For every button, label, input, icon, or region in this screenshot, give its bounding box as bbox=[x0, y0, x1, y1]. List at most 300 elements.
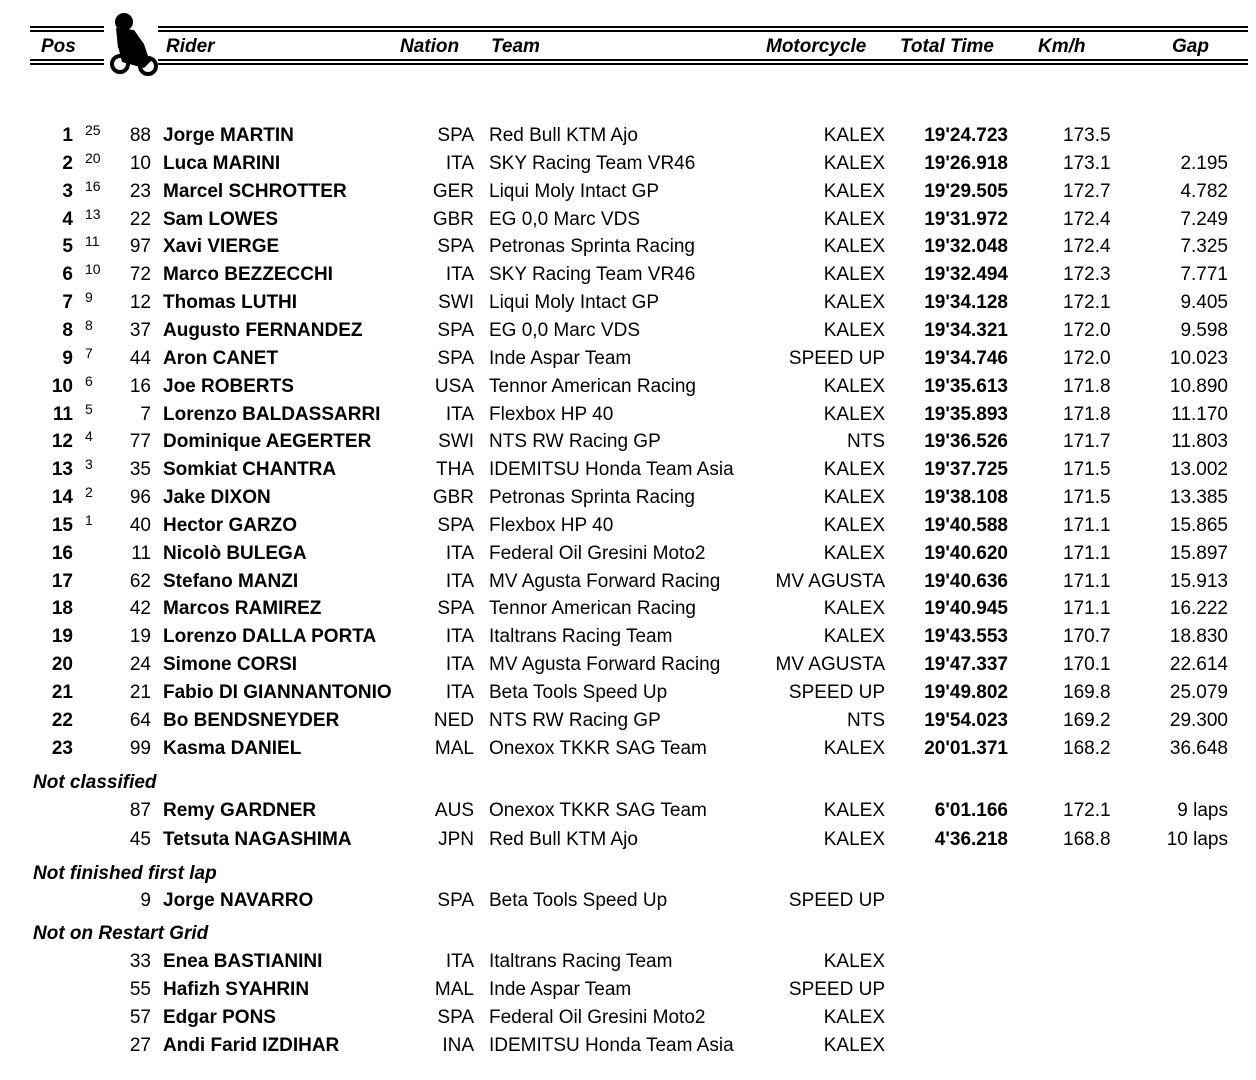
speed-kmh: 171.1 bbox=[1063, 543, 1111, 564]
rider-name: Marcos RAMIREZ bbox=[163, 598, 322, 619]
total-time: 19'26.918 bbox=[924, 153, 1008, 174]
team-name: Tennor American Racing bbox=[489, 598, 696, 619]
total-time: 19'40.636 bbox=[924, 571, 1008, 592]
result-row bbox=[0, 679, 1256, 707]
header-total-time: Total Time bbox=[900, 36, 994, 57]
result-row bbox=[0, 289, 1256, 317]
team-name: Italtrans Racing Team bbox=[489, 951, 673, 972]
speed-kmh: 170.1 bbox=[1063, 654, 1111, 675]
rider-number: 16 bbox=[129, 376, 151, 397]
gap: 7.249 bbox=[1180, 209, 1228, 230]
motorcycle: NTS bbox=[847, 431, 885, 452]
speed-kmh: 172.3 bbox=[1063, 264, 1111, 285]
motorcycle: KALEX bbox=[823, 626, 885, 647]
rider-name: Luca MARINI bbox=[163, 153, 281, 174]
position: 9 bbox=[62, 348, 73, 369]
rider-name: Augusto FERNANDEZ bbox=[163, 320, 363, 341]
result-row bbox=[0, 540, 1256, 568]
motorcycle: KALEX bbox=[823, 1035, 885, 1056]
rider-name: Sam LOWES bbox=[163, 209, 279, 230]
rider-number: 11 bbox=[131, 543, 151, 564]
rider-number: 10 bbox=[129, 153, 151, 174]
total-time: 19'32.048 bbox=[924, 236, 1008, 257]
position: 3 bbox=[62, 181, 73, 202]
nation: AUS bbox=[434, 800, 474, 821]
rider-number: 88 bbox=[129, 125, 151, 146]
team-name: Liqui Moly Intact GP bbox=[489, 181, 660, 202]
team-name: IDEMITSU Honda Team Asia bbox=[489, 1035, 734, 1056]
rider-name: Marcel SCHROTTER bbox=[163, 181, 347, 202]
motorcycle: KALEX bbox=[823, 800, 885, 821]
motorcycle: KALEX bbox=[823, 292, 885, 313]
rider-number: 42 bbox=[129, 598, 151, 619]
speed-kmh: 171.8 bbox=[1063, 404, 1111, 425]
team-name: EG 0,0 Marc VDS bbox=[489, 209, 640, 230]
gap: 9.598 bbox=[1180, 320, 1228, 341]
team-name: Petronas Sprinta Racing bbox=[489, 236, 695, 257]
nation: SWI bbox=[438, 431, 474, 452]
position: 23 bbox=[51, 738, 73, 759]
gap: 11.170 bbox=[1171, 404, 1228, 425]
team-name: NTS RW Racing GP bbox=[489, 431, 661, 452]
position: 11 bbox=[52, 404, 73, 425]
points: 5 bbox=[85, 401, 93, 417]
nation: MAL bbox=[434, 738, 474, 759]
rider-name: Dominique AEGERTER bbox=[163, 431, 372, 452]
not-restart-row bbox=[0, 948, 1256, 976]
speed-kmh: 169.2 bbox=[1063, 710, 1111, 731]
motorcycle: KALEX bbox=[823, 951, 885, 972]
nation: ITA bbox=[445, 571, 474, 592]
result-row bbox=[0, 122, 1256, 150]
total-time: 6'01.166 bbox=[934, 800, 1008, 821]
motorcycle: KALEX bbox=[823, 738, 885, 759]
motorcycle: KALEX bbox=[823, 1007, 885, 1028]
position: 13 bbox=[51, 459, 73, 480]
total-time: 19'34.746 bbox=[924, 348, 1008, 369]
nation: SPA bbox=[437, 348, 474, 369]
speed-kmh: 170.7 bbox=[1063, 626, 1111, 647]
nation: ITA bbox=[445, 404, 474, 425]
speed-kmh: 171.1 bbox=[1063, 515, 1111, 536]
result-row bbox=[0, 150, 1256, 178]
total-time: 19'32.494 bbox=[924, 264, 1008, 285]
rider-number: 23 bbox=[129, 181, 151, 202]
not-classified-row bbox=[0, 797, 1256, 825]
gap: 2.195 bbox=[1180, 153, 1228, 174]
result-row bbox=[0, 456, 1256, 484]
points: 1 bbox=[85, 512, 93, 528]
gap: 11.803 bbox=[1171, 431, 1228, 452]
position: 21 bbox=[51, 682, 73, 703]
speed-kmh: 171.5 bbox=[1063, 487, 1111, 508]
result-row bbox=[0, 233, 1256, 261]
nation: JPN bbox=[438, 829, 474, 850]
rider-name: Hector GARZO bbox=[163, 515, 298, 536]
position: 16 bbox=[51, 543, 73, 564]
team-name: Onexox TKKR SAG Team bbox=[489, 738, 707, 759]
rider-name: Joe ROBERTS bbox=[163, 376, 294, 397]
rider-number: 19 bbox=[129, 626, 151, 647]
speed-kmh: 171.7 bbox=[1063, 431, 1111, 452]
rider-number: 35 bbox=[129, 459, 151, 480]
total-time: 19'24.723 bbox=[924, 125, 1008, 146]
not-restart-row bbox=[0, 1004, 1256, 1032]
total-time: 19'35.613 bbox=[924, 376, 1008, 397]
nation: INA bbox=[442, 1035, 474, 1056]
rider-name: Lorenzo DALLA PORTA bbox=[163, 626, 377, 647]
nation: ITA bbox=[445, 543, 474, 564]
team-name: SKY Racing Team VR46 bbox=[489, 153, 696, 174]
rider-number: 33 bbox=[129, 951, 151, 972]
gap: 22.614 bbox=[1169, 654, 1228, 675]
section-not-on-restart-grid: Not on Restart Grid bbox=[33, 923, 209, 944]
speed-kmh: 173.1 bbox=[1063, 153, 1111, 174]
result-row bbox=[0, 206, 1256, 234]
motorcycle: KALEX bbox=[823, 236, 885, 257]
rider-number: 21 bbox=[129, 682, 151, 703]
position: 12 bbox=[51, 431, 73, 452]
motorcycle: KALEX bbox=[823, 829, 885, 850]
rider-number: 27 bbox=[129, 1035, 151, 1056]
rider-number: 57 bbox=[129, 1007, 151, 1028]
motorcycle: KALEX bbox=[823, 459, 885, 480]
motorcycle: KALEX bbox=[823, 598, 885, 619]
nation: USA bbox=[434, 376, 474, 397]
team-name: Flexbox HP 40 bbox=[489, 515, 614, 536]
team-name: Federal Oil Gresini Moto2 bbox=[489, 543, 706, 564]
speed-kmh: 171.1 bbox=[1063, 598, 1111, 619]
gap: 10.890 bbox=[1169, 376, 1228, 397]
position: 18 bbox=[51, 598, 73, 619]
motorcycle: KALEX bbox=[823, 376, 885, 397]
gap: 7.771 bbox=[1180, 264, 1228, 285]
position: 8 bbox=[62, 320, 73, 341]
nation: ITA bbox=[445, 626, 474, 647]
rider-number: 45 bbox=[129, 829, 151, 850]
rider-name: Jorge MARTIN bbox=[163, 125, 294, 146]
speed-kmh: 172.1 bbox=[1063, 800, 1111, 821]
rider-name: Jake DIXON bbox=[163, 487, 271, 508]
points: 13 bbox=[85, 206, 101, 222]
header-motorcycle: Motorcycle bbox=[766, 36, 867, 57]
rider-number: 72 bbox=[129, 264, 151, 285]
result-row bbox=[0, 707, 1256, 735]
position: 4 bbox=[62, 209, 73, 230]
team-name: Red Bull KTM Ajo bbox=[489, 829, 638, 850]
header-rule-top bbox=[30, 26, 1248, 32]
result-row bbox=[0, 428, 1256, 456]
gap: 13.002 bbox=[1169, 459, 1228, 480]
motorcycle: KALEX bbox=[823, 153, 885, 174]
rider-number: 99 bbox=[129, 738, 151, 759]
team-name: EG 0,0 Marc VDS bbox=[489, 320, 640, 341]
total-time: 19'43.553 bbox=[924, 626, 1008, 647]
nation: SPA bbox=[437, 1007, 474, 1028]
result-row bbox=[0, 178, 1256, 206]
rider-name: Andi Farid IZDIHAR bbox=[163, 1035, 340, 1056]
position: 14 bbox=[51, 487, 73, 508]
gap: 36.648 bbox=[1169, 738, 1228, 759]
rider-number: 24 bbox=[129, 654, 151, 675]
header-nation: Nation bbox=[400, 36, 460, 57]
total-time: 19'36.526 bbox=[924, 431, 1008, 452]
motorcycle: SPEED UP bbox=[788, 979, 885, 1000]
points: 20 bbox=[85, 150, 101, 166]
rider-name: Enea BASTIANINI bbox=[163, 951, 323, 972]
motorcycle: NTS bbox=[847, 710, 885, 731]
speed-kmh: 171.5 bbox=[1063, 459, 1111, 480]
gap: 15.897 bbox=[1169, 543, 1228, 564]
team-name: Petronas Sprinta Racing bbox=[489, 487, 695, 508]
motorcycle: KALEX bbox=[823, 543, 885, 564]
gap: 7.325 bbox=[1180, 236, 1228, 257]
result-row bbox=[0, 261, 1256, 289]
rider-name: Aron CANET bbox=[163, 348, 279, 369]
gap: 18.830 bbox=[1169, 626, 1228, 647]
total-time: 19'37.725 bbox=[924, 459, 1008, 480]
team-name: Onexox TKKR SAG Team bbox=[489, 800, 707, 821]
nation: SPA bbox=[437, 125, 474, 146]
not-restart-row bbox=[0, 976, 1256, 1004]
not-restart-row bbox=[0, 1032, 1256, 1060]
total-time: 19'54.023 bbox=[924, 710, 1008, 731]
motorcycle: SPEED UP bbox=[788, 348, 885, 369]
rider-name: Bo BENDSNEYDER bbox=[163, 710, 340, 731]
position: 5 bbox=[62, 236, 73, 257]
rider-name: Jorge NAVARRO bbox=[163, 890, 314, 911]
speed-kmh: 172.4 bbox=[1063, 236, 1111, 257]
total-time: 19'31.972 bbox=[924, 209, 1008, 230]
motorcycle: MV AGUSTA bbox=[775, 654, 885, 675]
rider-number: 7 bbox=[140, 404, 151, 425]
speed-kmh: 173.5 bbox=[1063, 125, 1111, 146]
header-pos: Pos bbox=[41, 36, 76, 57]
points: 25 bbox=[85, 122, 101, 138]
rider-number: 12 bbox=[129, 292, 151, 313]
position: 22 bbox=[51, 710, 73, 731]
rider-number: 44 bbox=[129, 348, 151, 369]
gap: 10.023 bbox=[1169, 348, 1228, 369]
rider-name: Edgar PONS bbox=[163, 1007, 276, 1028]
result-row bbox=[0, 623, 1256, 651]
rider-number: 62 bbox=[129, 571, 151, 592]
position: 10 bbox=[51, 376, 73, 397]
points: 2 bbox=[85, 484, 93, 500]
gap: 15.913 bbox=[1169, 571, 1228, 592]
position: 17 bbox=[51, 571, 73, 592]
nation: SPA bbox=[437, 890, 474, 911]
header-kmh: Km/h bbox=[1038, 36, 1086, 57]
position: 1 bbox=[62, 125, 73, 146]
total-time: 19'35.893 bbox=[924, 404, 1008, 425]
points: 11 bbox=[85, 233, 100, 249]
result-row bbox=[0, 651, 1256, 679]
speed-kmh: 172.1 bbox=[1063, 292, 1111, 313]
nation: ITA bbox=[445, 654, 474, 675]
result-row bbox=[0, 735, 1256, 763]
motorcycle: KALEX bbox=[823, 487, 885, 508]
gap: 29.300 bbox=[1169, 710, 1228, 731]
rider-number: 22 bbox=[129, 209, 151, 230]
speed-kmh: 168.2 bbox=[1063, 738, 1111, 759]
motorcycle: SPEED UP bbox=[788, 890, 885, 911]
team-name: IDEMITSU Honda Team Asia bbox=[489, 459, 734, 480]
points: 4 bbox=[85, 428, 93, 444]
result-row bbox=[0, 373, 1256, 401]
speed-kmh: 172.0 bbox=[1063, 320, 1111, 341]
rider-name: Simone CORSI bbox=[163, 654, 298, 675]
points: 16 bbox=[85, 178, 101, 194]
points: 3 bbox=[85, 456, 93, 472]
motorcycle: KALEX bbox=[823, 404, 885, 425]
team-name: Inde Aspar Team bbox=[489, 979, 632, 1000]
rider-name: Somkiat CHANTRA bbox=[163, 459, 337, 480]
speed-kmh: 171.8 bbox=[1063, 376, 1111, 397]
nation: SPA bbox=[437, 515, 474, 536]
section-not-classified: Not classified bbox=[33, 772, 157, 793]
points: 6 bbox=[85, 373, 93, 389]
nation: GER bbox=[432, 181, 474, 202]
total-time: 19'49.802 bbox=[924, 682, 1008, 703]
team-name: Liqui Moly Intact GP bbox=[489, 292, 660, 313]
position: 2 bbox=[62, 153, 73, 174]
rider-name: Stefano MANZI bbox=[163, 571, 299, 592]
nation: SPA bbox=[437, 320, 474, 341]
speed-kmh: 172.4 bbox=[1063, 209, 1111, 230]
total-time: 19'40.620 bbox=[924, 543, 1008, 564]
rider-number: 87 bbox=[129, 800, 151, 821]
rider-name: Nicolò BULEGA bbox=[163, 543, 307, 564]
nation: GBR bbox=[432, 209, 474, 230]
rider-name: Fabio DI GIANNANTONIO bbox=[163, 682, 392, 703]
motorcycle: KALEX bbox=[823, 320, 885, 341]
rider-number: 96 bbox=[129, 487, 151, 508]
header-rider: Rider bbox=[166, 36, 215, 57]
result-row bbox=[0, 484, 1256, 512]
result-row bbox=[0, 317, 1256, 345]
speed-kmh: 169.8 bbox=[1063, 682, 1111, 703]
total-time: 19'34.128 bbox=[924, 292, 1008, 313]
team-name: MV Agusta Forward Racing bbox=[489, 571, 721, 592]
nation: ITA bbox=[445, 264, 474, 285]
rider-number: 97 bbox=[129, 236, 151, 257]
total-time: 20'01.371 bbox=[924, 738, 1008, 759]
motorcycle: KALEX bbox=[823, 515, 885, 536]
team-name: MV Agusta Forward Racing bbox=[489, 654, 721, 675]
rider-number: 40 bbox=[129, 515, 151, 536]
gap: 9.405 bbox=[1180, 292, 1228, 313]
result-row bbox=[0, 401, 1256, 429]
gap: 15.865 bbox=[1169, 515, 1228, 536]
rider-number: 9 bbox=[140, 890, 151, 911]
rider-name: Remy GARDNER bbox=[163, 800, 317, 821]
gap: 25.079 bbox=[1169, 682, 1228, 703]
gap: 4.782 bbox=[1180, 181, 1228, 202]
total-time: 19'40.945 bbox=[924, 598, 1008, 619]
rider-name: Lorenzo BALDASSARRI bbox=[163, 404, 381, 425]
rider-name: Xavi VIERGE bbox=[163, 236, 280, 257]
nation: SPA bbox=[437, 598, 474, 619]
motorcycle: KALEX bbox=[823, 181, 885, 202]
position: 7 bbox=[62, 292, 73, 313]
header-rule-bottom bbox=[30, 59, 1248, 65]
nation: ITA bbox=[445, 951, 474, 972]
total-time: 4'36.218 bbox=[934, 829, 1008, 850]
position: 20 bbox=[51, 654, 73, 675]
speed-kmh: 171.1 bbox=[1063, 571, 1111, 592]
gap: 13.385 bbox=[1169, 487, 1228, 508]
motorcycle: KALEX bbox=[823, 209, 885, 230]
team-name: Inde Aspar Team bbox=[489, 348, 632, 369]
not-classified-row bbox=[0, 826, 1256, 854]
motorcycle: SPEED UP bbox=[788, 682, 885, 703]
position: 15 bbox=[51, 515, 73, 536]
rider-name: Kasma DANIEL bbox=[163, 738, 302, 759]
motorcycle: KALEX bbox=[823, 264, 885, 285]
rider-number: 37 bbox=[129, 320, 151, 341]
rider-name: Thomas LUTHI bbox=[163, 292, 298, 313]
total-time: 19'47.337 bbox=[924, 654, 1008, 675]
header-team: Team bbox=[491, 36, 540, 57]
speed-kmh: 172.0 bbox=[1063, 348, 1111, 369]
header-gap: Gap bbox=[1172, 36, 1209, 57]
team-name: Beta Tools Speed Up bbox=[489, 890, 668, 911]
result-row bbox=[0, 595, 1256, 623]
nation: THA bbox=[436, 459, 474, 480]
points: 8 bbox=[85, 317, 93, 333]
points: 10 bbox=[85, 261, 101, 277]
rider-name: Marco BEZZECCHI bbox=[163, 264, 333, 285]
points: 9 bbox=[85, 289, 93, 305]
rider-number: 64 bbox=[129, 710, 151, 731]
motorcycle: MV AGUSTA bbox=[775, 571, 885, 592]
rider-name: Tetsuta NAGASHIMA bbox=[163, 829, 352, 850]
team-name: Beta Tools Speed Up bbox=[489, 682, 668, 703]
position: 19 bbox=[51, 626, 73, 647]
result-row bbox=[0, 345, 1256, 373]
not-finished-row bbox=[0, 887, 1256, 915]
gap: 10 laps bbox=[1166, 829, 1228, 850]
speed-kmh: 168.8 bbox=[1063, 829, 1111, 850]
speed-kmh: 172.7 bbox=[1063, 181, 1111, 202]
total-time: 19'38.108 bbox=[924, 487, 1008, 508]
rider-number: 77 bbox=[129, 431, 151, 452]
total-time: 19'29.505 bbox=[924, 181, 1008, 202]
team-name: Tennor American Racing bbox=[489, 376, 696, 397]
motorcycle-rider-icon bbox=[104, 10, 158, 76]
nation: GBR bbox=[432, 487, 474, 508]
gap: 16.222 bbox=[1169, 598, 1228, 619]
team-name: Flexbox HP 40 bbox=[489, 404, 614, 425]
nation: SPA bbox=[437, 236, 474, 257]
team-name: SKY Racing Team VR46 bbox=[489, 264, 696, 285]
team-name: Italtrans Racing Team bbox=[489, 626, 673, 647]
nation: ITA bbox=[445, 153, 474, 174]
team-name: NTS RW Racing GP bbox=[489, 710, 661, 731]
result-row bbox=[0, 568, 1256, 596]
section-not-finished: Not finished first lap bbox=[33, 863, 217, 884]
rider-name: Hafizh SYAHRIN bbox=[163, 979, 310, 1000]
result-row bbox=[0, 512, 1256, 540]
nation: NED bbox=[433, 710, 474, 731]
nation: ITA bbox=[445, 682, 474, 703]
team-name: Red Bull KTM Ajo bbox=[489, 125, 638, 146]
total-time: 19'34.321 bbox=[924, 320, 1008, 341]
rider-number: 55 bbox=[129, 979, 151, 1000]
nation: MAL bbox=[434, 979, 474, 1000]
total-time: 19'40.588 bbox=[924, 515, 1008, 536]
